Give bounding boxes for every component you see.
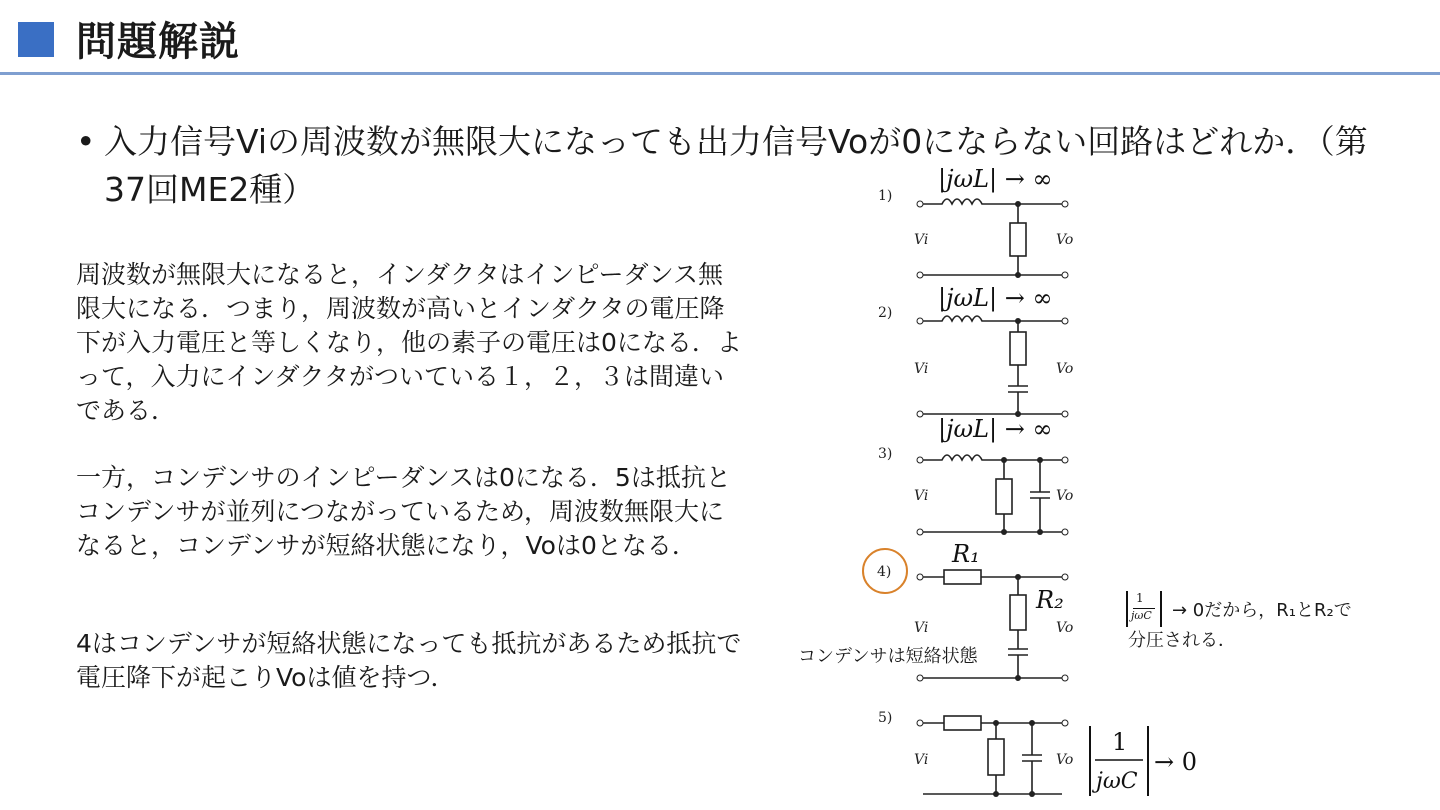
circuit-4-vi: Vi: [914, 620, 929, 636]
explanation-paragraph-3: 4はコンデンサが短絡状態になっても抵抗があるため抵抗で電圧降下が起こりVoは値を持つ．: [76, 629, 742, 692]
title-divider: [0, 72, 1440, 75]
short-circuit-label: コンデンサは短絡状態: [798, 646, 978, 667]
circuit-diagrams: [790, 160, 1230, 805]
circuit-3-vo: Vo: [1056, 488, 1074, 504]
circuit-5-fraction-denominator: jωC: [1096, 769, 1138, 794]
side-note-line-1: → 0だから，R₁とR₂で: [1172, 600, 1352, 621]
circuit-5-vo: Vo: [1056, 752, 1074, 768]
circuit-1-vo: Vo: [1056, 232, 1074, 248]
circuit-2-inductor-note: |jωL| → ∞: [938, 284, 1053, 312]
question-text: 入力信号Viの周波数が無限大になっても出力信号Voが0にならない回路はどれか．（第37回ME2種）: [104, 122, 1368, 209]
circuit-3-number: 3): [878, 446, 893, 462]
side-note-denominator: jωC: [1131, 609, 1152, 622]
side-note-numerator: 1: [1136, 591, 1144, 605]
circuit-5: [878, 710, 1197, 797]
circuit-4-vo: Vo: [1056, 620, 1074, 636]
circuit-1-inductor-note: |jωL| → ∞: [938, 165, 1053, 193]
circuit-5-vi: Vi: [914, 752, 929, 768]
circuit-5-limit: → 0: [1154, 748, 1198, 776]
side-note-line-2: 分圧される．: [1128, 630, 1236, 651]
page-title: 問題解説: [76, 19, 240, 65]
circuit-4-r2-label: R₂: [1036, 586, 1064, 614]
circuit-3-vi: Vi: [914, 488, 929, 504]
circuit-4-r1-label: R₁: [952, 540, 980, 568]
circuit-1-number: 1): [878, 188, 893, 204]
circuit-5-number: 5): [878, 710, 893, 726]
explanation-paragraph-1: 周波数が無限大になると，インダクタはインピーダンス無限大になる．つまり，周波数が高いとインダクタの電圧降下が入力電圧と等しくなり，他の素子の電圧は0になる．よって，入力にインダクタがついている１，２，３は間違いである．: [76, 260, 742, 425]
circuit-1: [878, 165, 1073, 278]
circuit-2-vi: Vi: [914, 361, 929, 377]
circuit-2-number: 2): [878, 305, 893, 321]
side-note: [1128, 596, 1408, 656]
circuit-3: [878, 415, 1073, 535]
explanation-paragraph-2: 一方，コンデンサのインピーダンスは0になる．5は抵抗とコンデンサが並列につながっているため，周波数無限大になると，コンデンサが短絡状態になり，Voは0となる．: [76, 463, 731, 560]
circuit-2: [878, 284, 1073, 417]
circuit-4-number: 4): [877, 564, 892, 580]
circuit-5-fraction-numerator: 1: [1112, 728, 1128, 756]
circuit-1-vi: Vi: [914, 232, 929, 248]
circuit-3-inductor-note: |jωL| → ∞: [938, 415, 1053, 443]
bullet: •: [76, 122, 96, 161]
circuit-2-vo: Vo: [1056, 361, 1074, 377]
title-marker: [18, 22, 54, 57]
